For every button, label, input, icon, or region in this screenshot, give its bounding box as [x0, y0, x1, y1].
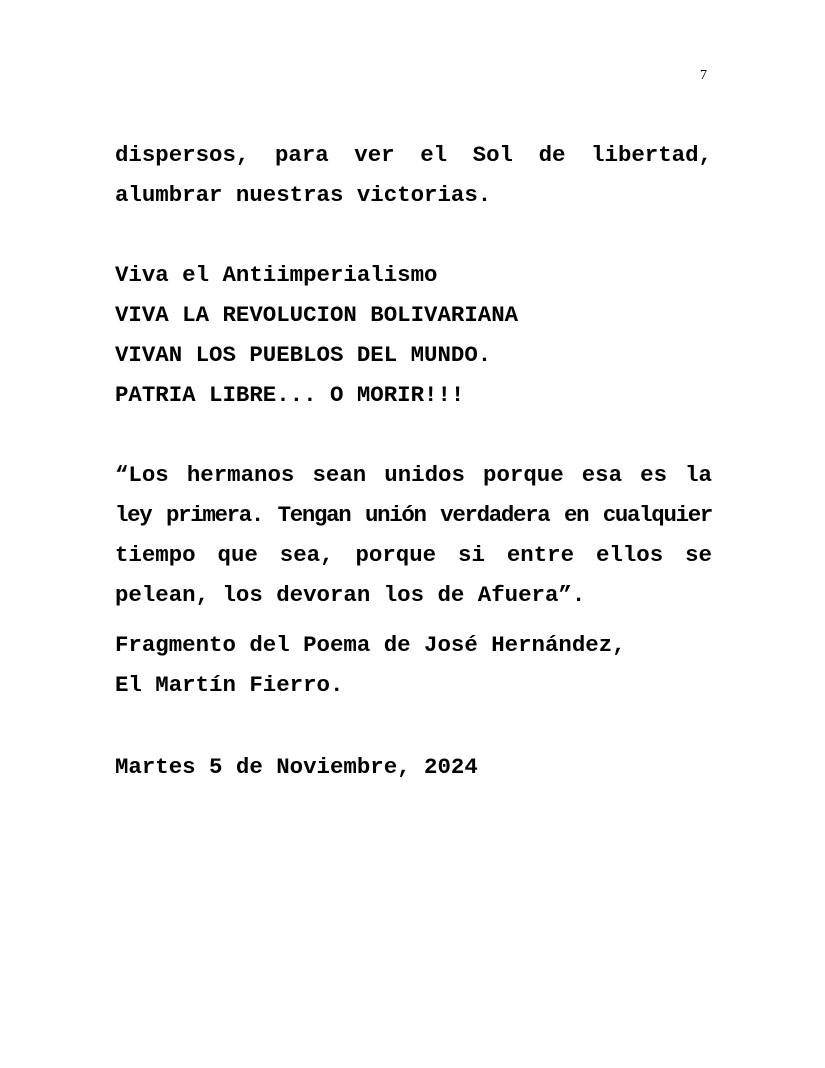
date: Martes 5 de Noviembre, 2024 [115, 754, 478, 780]
paragraph-line: dispersos, para ver el Sol de libertad, [115, 142, 712, 168]
slogan-line: VIVAN LOS PUEBLOS DEL MUNDO. [115, 342, 492, 368]
slogan-line: Viva el Antiimperialismo [115, 262, 438, 288]
quote-line: “Los hermanos sean unidos porque esa es la [115, 462, 712, 488]
quote-line: pelean, los devoran los de Afuera”. [115, 582, 586, 608]
quote-line: tiempo que sea, porque si entre ellos se [115, 542, 712, 568]
attribution-line: El Martín Fierro. [115, 672, 344, 698]
attribution-line: Fragmento del Poema de José Hernández, [115, 632, 626, 658]
page-number: 7 [700, 68, 707, 83]
slogan-line: VIVA LA REVOLUCION BOLIVARIANA [115, 302, 519, 328]
quote-line: ley primera. Tengan unión verdadera en cualquier [115, 502, 712, 528]
paragraph-line: alumbrar nuestras victorias. [115, 182, 492, 208]
slogan-line: PATRIA LIBRE... O MORIR!!! [115, 382, 465, 408]
